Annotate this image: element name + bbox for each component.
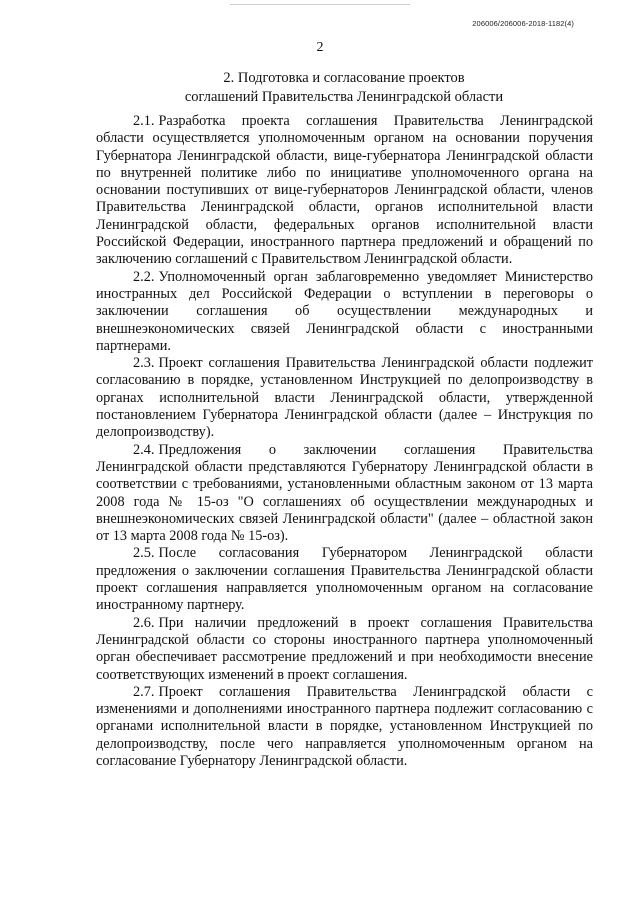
- paragraph-number: 2.1.: [133, 113, 155, 129]
- paragraph-2-5: [96, 545, 593, 614]
- paragraph-number: 2.6.: [133, 614, 155, 631]
- paragraph-text: Проект соглашения Правительства Ленинградской области с изменениями и дополнениями иностранного партнера подлежит согласованию с органами исполнительной власти в порядке, установленном Инструкцией по делопроизводству, после чего направляется уполномоченным органом на согласование Губернатору Ленинградской области.: [96, 683, 593, 769]
- paragraph-number: 2.4.: [133, 441, 155, 458]
- paragraph-2-1: [96, 113, 593, 269]
- paragraph-2-4: [96, 442, 593, 546]
- paragraph-2-7: [96, 684, 593, 770]
- page-number: 2: [316, 40, 324, 55]
- paragraph-text: Уполномоченный орган заблаговременно уведомляет Министерство иностранных дел Российской Федерации о вступлении в переговоры о заключении соглашения об осуществлении международных и внешнеэкономических связей Ленинградской области с иностранными партнерами.: [96, 268, 593, 354]
- section-heading-line-1: 2. Подготовка и согласование проектов: [223, 70, 465, 86]
- paragraph-number: 2.7.: [133, 683, 155, 700]
- document-registration-code: 206006/206006-2018-1182(4): [472, 19, 574, 28]
- paragraph-number: 2.3.: [133, 355, 155, 372]
- paragraph-2-6: [96, 615, 593, 684]
- section-heading-line-2: соглашений Правительства Ленинградской области: [184, 89, 504, 105]
- paragraph-text: Разработка проекта соглашения Правительства Ленинградской области осуществляется уполномоченным органом на основании поручения Губернатора Ленинградской области, вице-губернатора Ленинградской области по внутренней политике либо по инициативе уполномоченного органа на основании поступивших от вице-губернаторов Ленинградской области, членов Правительства Ленинградской области, органов исполнительной власти Ленинградской области, федеральных органов исполнительной власти Российской Федерации, иностранного партнера предложений и обращений по заключению соглашений с Правительством Ленинградской области.: [96, 113, 593, 268]
- section-heading: [96, 69, 592, 107]
- scan-edge-line: [230, 4, 410, 5]
- paragraph-text: После согласования Губернатором Ленинградской области предложения о заключении соглашения Правительства Ленинградской области проект соглашения направляется уполномоченным органом на согласование иностранному партнеру.: [96, 545, 593, 614]
- paragraph-number: 2.2.: [133, 268, 155, 285]
- paragraph-2-3: [96, 355, 593, 441]
- paragraph-text: Предложения о заключении соглашения Правительства Ленинградской области представляются Губернатору Ленинградской области в соответствии с требованиями, установленными областным законом от 13 марта 2008 года № 15-оз "О соглашениях об осуществлении международных и внешнеэкономических связей Ленинградской области" (далее – областной закон от 13 марта 2008 года № 15-оз).: [96, 441, 593, 545]
- paragraph-number: 2.5.: [133, 545, 155, 562]
- paragraph-2-2: [96, 269, 593, 355]
- document-body: [96, 113, 593, 770]
- paragraph-text: Проект соглашения Правительства Ленинградской области подлежит согласованию в порядке, установленном Инструкцией по делопроизводству в органах исполнительной власти Ленинградской области, утвержденной постановлением Губернатора Ленинградской области (далее – Инструкция по делопроизводству).: [96, 355, 593, 441]
- paragraph-text: При наличии предложений в проект соглашения Правительства Ленинградской области со стороны иностранного партнера уполномоченный орган обеспечивает рассмотрение предложений и при необходимости внесение соответствующих изменений в проект соглашения.: [96, 614, 593, 683]
